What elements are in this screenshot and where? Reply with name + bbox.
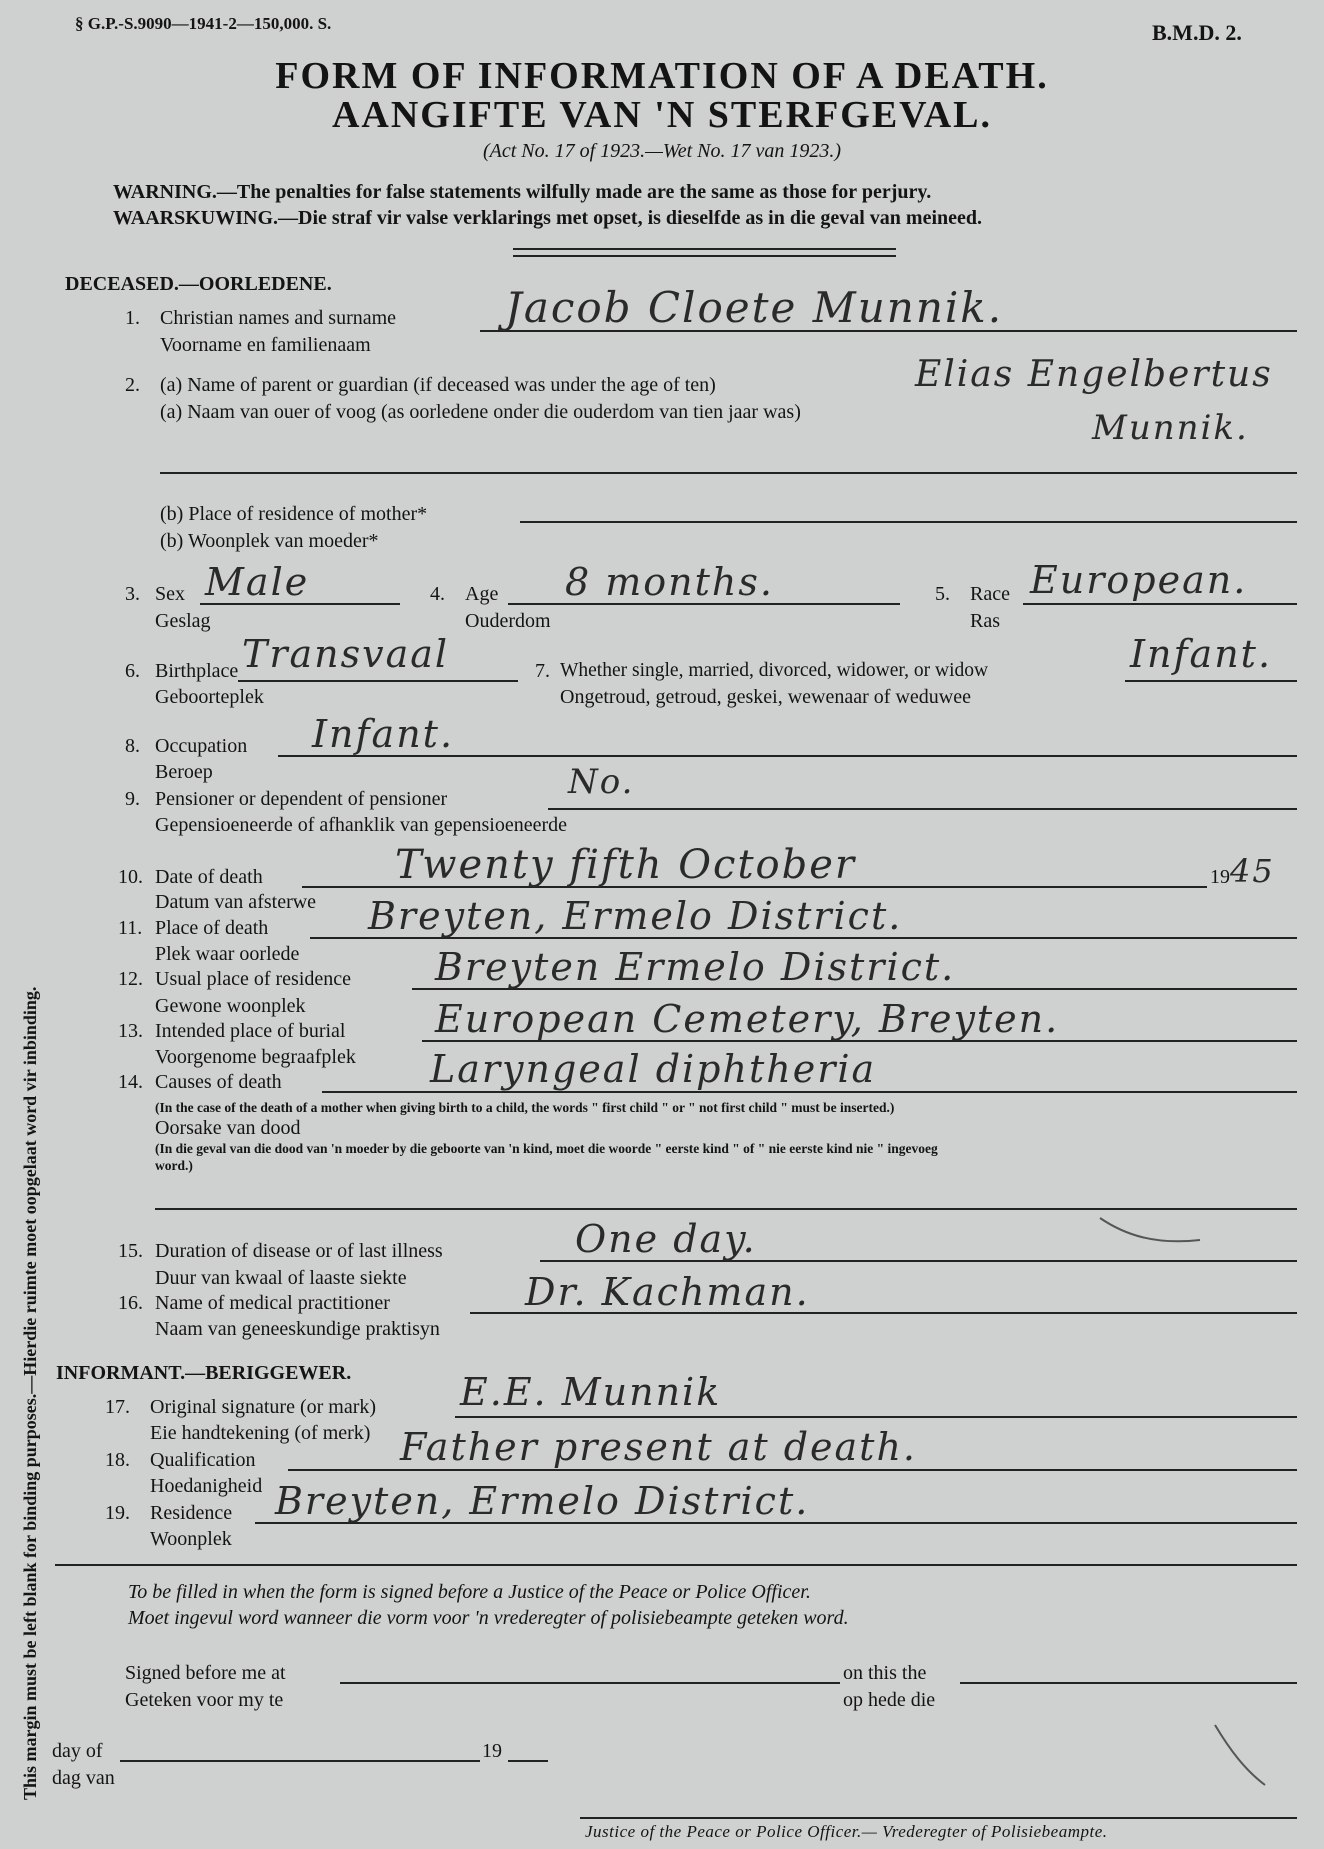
q10-number: 10.	[118, 866, 143, 888]
q11-number: 11.	[118, 917, 143, 939]
q4-value: 8 months.	[565, 560, 774, 604]
q18-line	[288, 1469, 1297, 1471]
q14-label-af: Oorsake van dood	[155, 1117, 301, 1139]
q3-label-en: Sex	[155, 583, 185, 605]
q8-value: Infant.	[312, 712, 455, 756]
deceased-heading: DECEASED.—OORLEDENE.	[65, 273, 332, 295]
justice-signature-line	[580, 1817, 1297, 1819]
q7-number: 7.	[535, 660, 550, 682]
q15-value: One day.	[575, 1217, 757, 1261]
q6-line	[238, 680, 518, 682]
q7-line	[1125, 680, 1297, 682]
q5-value: European.	[1030, 558, 1248, 602]
q1-label-en: Christian names and surname	[160, 307, 397, 329]
signed-before-line	[340, 1682, 840, 1684]
q18-value: Father present at death.	[400, 1425, 918, 1469]
form-code: B.M.D. 2.	[1152, 20, 1242, 45]
day-of-label-en: day of	[52, 1740, 103, 1762]
q12-value: Breyten Ermelo District.	[435, 945, 956, 989]
q2a-value-line2: Munnik.	[1092, 408, 1249, 448]
q3-label-af: Geslag	[155, 610, 211, 632]
q17-label-af: Eie handtekening (of merk)	[150, 1422, 371, 1444]
q14-note-af-2: word.)	[155, 1158, 193, 1173]
q14-note-en: (In the case of the death of a mother when giving birth to a child, the words " first child " or " not first child " must be inserted.)	[155, 1100, 895, 1115]
q11-label-en: Place of death	[155, 917, 269, 939]
q10-label-af: Datum van afsterwe	[155, 891, 317, 913]
q2a-line	[160, 472, 1297, 474]
signed-before-label-af: Geteken voor my te	[125, 1689, 284, 1711]
q2b-label-en: (b) Place of residence of mother*	[160, 503, 428, 525]
q4-label-en: Age	[465, 583, 499, 605]
q9-label-af: Gepensioeneerde of afhanklik van gepensioeneerde	[155, 814, 568, 836]
q6-label-en: Birthplace	[155, 660, 239, 682]
q1-label-af: Voorname en familienaam	[160, 334, 371, 356]
on-this-label-af: op hede die	[843, 1689, 936, 1711]
q8-number: 8.	[125, 735, 140, 757]
q2a-label-en: (a) Name of parent or guardian (if deceased was under the age of ten)	[160, 374, 716, 396]
binding-margin-note: This margin must be left blank for binding purposes.—Hierdie ruimte moet oopgelaat word vir inbinding.	[20, 986, 40, 1800]
q8-label-en: Occupation	[155, 735, 248, 757]
q2b-label-af: (b) Woonplek van moeder*	[160, 530, 379, 552]
q1-value: Jacob Cloete Munnik.	[505, 283, 1004, 332]
q16-value: Dr. Kachman.	[525, 1270, 810, 1314]
q17-label-en: Original signature (or mark)	[150, 1396, 377, 1418]
q14-number: 14.	[118, 1071, 143, 1093]
q1-number: 1.	[125, 307, 140, 329]
q11-value: Breyten, Ermelo District.	[368, 894, 903, 938]
q18-number: 18.	[105, 1449, 130, 1471]
q16-label-af: Naam van geneeskundige praktisyn	[155, 1318, 440, 1340]
q17-value: E.E. Munnik	[460, 1370, 722, 1414]
day-of-label-af: dag van	[52, 1767, 115, 1789]
q2a-value-line1: Elias Engelbertus	[915, 354, 1273, 395]
title-divider-bottom	[513, 255, 896, 257]
q19-number: 19.	[105, 1502, 130, 1524]
q18-label-en: Qualification	[150, 1449, 256, 1471]
signed-before-label-en: Signed before me at	[125, 1662, 286, 1684]
informant-heading: INFORMANT.—BERIGGEWER.	[56, 1362, 352, 1384]
q6-label-af: Geboorteplek	[155, 686, 264, 708]
year-prefix: 19	[482, 1740, 502, 1762]
year-line	[508, 1760, 548, 1762]
q14-line	[322, 1091, 1297, 1093]
on-this-label-en: on this the	[843, 1662, 927, 1684]
q2a-label-af: (a) Naam van ouer of voog (as oorledene onder die ouderdom van tien jaar was)	[160, 401, 801, 423]
q7-label-en: Whether single, married, divorced, widower, or widow	[560, 660, 989, 681]
q4-label-af: Ouderdom	[465, 610, 551, 632]
q3-value: Male	[205, 560, 310, 604]
title-divider-top	[513, 248, 896, 250]
pencil-mark-lower	[1210, 1720, 1270, 1790]
q12-label-af: Gewone woonplek	[155, 995, 306, 1017]
q10-label-en: Date of death	[155, 866, 263, 888]
q5-label-en: Race	[970, 583, 1010, 605]
day-of-line	[120, 1760, 480, 1762]
q16-number: 16.	[118, 1292, 143, 1314]
q6-value: Transvaal	[242, 632, 450, 676]
q14-value: Laryngeal diphtheria	[430, 1047, 877, 1091]
q17-number: 17.	[105, 1396, 130, 1418]
q2-number: 2.	[125, 374, 140, 396]
q19-label-en: Residence	[150, 1502, 233, 1524]
q9-line	[548, 808, 1297, 810]
form-title-af: AANGIFTE VAN 'N STERFGEVAL.	[331, 94, 993, 136]
pencil-mark-upper	[1095, 1210, 1205, 1250]
q9-value: No.	[568, 762, 635, 802]
q10-year-suffix: 45	[1230, 852, 1275, 890]
q14-note-af: (In die geval van die dood van 'n moeder by die geboorte van 'n kind, moet die woorde " eerste kind " of " nie eerste kind nie " ingevoeg	[155, 1141, 938, 1156]
q19-value: Breyten, Ermelo District.	[275, 1479, 810, 1523]
q13-number: 13.	[118, 1020, 143, 1042]
q5-line	[1023, 603, 1297, 605]
justice-instruction-af: Moet ingevul word wanneer die vorm voor 'n vrederegter of polisiebeampte geteken word.	[128, 1607, 849, 1629]
informant-divider	[55, 1564, 1297, 1566]
q3-number: 3.	[125, 583, 140, 605]
warning-af: WAARSKUWING.—Die straf vir valse verklarings met opset, is dieselfde as in die geval van meineed.	[113, 207, 983, 229]
q13-label-af: Voorgenome begraafplek	[155, 1046, 356, 1068]
q2b-line	[520, 521, 1297, 523]
q9-number: 9.	[125, 788, 140, 810]
q9-label-en: Pensioner or dependent of pensioner	[155, 788, 448, 810]
q10-year-prefix: 19	[1210, 866, 1230, 888]
q13-value: European Cemetery, Breyten.	[435, 997, 1060, 1041]
on-this-line	[960, 1682, 1297, 1684]
print-reference: § G.P.-S.9090—1941-2—150,000. S.	[75, 14, 332, 33]
q15-label-af: Duur van kwaal of laaste siekte	[155, 1267, 407, 1289]
form-title-en: FORM OF INFORMATION OF A DEATH.	[275, 55, 1049, 97]
q14-label-en: Causes of death	[155, 1071, 282, 1093]
q15-label-en: Duration of disease or of last illness	[155, 1240, 443, 1262]
q11-label-af: Plek waar oorlede	[155, 943, 300, 965]
q5-number: 5.	[935, 583, 950, 605]
q12-number: 12.	[118, 968, 143, 990]
q17-line	[455, 1416, 1297, 1418]
q5-label-af: Ras	[970, 610, 1000, 632]
q10-value: Twenty fifth October	[395, 842, 857, 888]
justice-signature-caption: Justice of the Peace or Police Officer.— Vrederegter of Polisiebeampte.	[585, 1822, 1108, 1841]
q7-value: Infant.	[1130, 632, 1273, 676]
act-reference: (Act No. 17 of 1923.—Wet No. 17 van 1923.)	[482, 140, 842, 162]
q4-number: 4.	[430, 583, 445, 605]
warning-en: WARNING.—The penalties for false statements wilfully made are the same as those for perjury.	[113, 181, 932, 203]
q7-label-af: Ongetroud, getroud, geskei, wewenaar of weduwee	[560, 686, 971, 708]
q15-number: 15.	[118, 1240, 143, 1262]
q18-label-af: Hoedanigheid	[150, 1475, 263, 1497]
q8-label-af: Beroep	[155, 761, 213, 783]
q12-label-en: Usual place of residence	[155, 968, 352, 990]
justice-instruction-en: To be filled in when the form is signed before a Justice of the Peace or Police Officer.	[128, 1581, 811, 1603]
q6-number: 6.	[125, 660, 140, 682]
q19-label-af: Woonplek	[150, 1528, 232, 1550]
q13-label-en: Intended place of burial	[155, 1020, 346, 1042]
q16-label-en: Name of medical practitioner	[155, 1292, 390, 1314]
